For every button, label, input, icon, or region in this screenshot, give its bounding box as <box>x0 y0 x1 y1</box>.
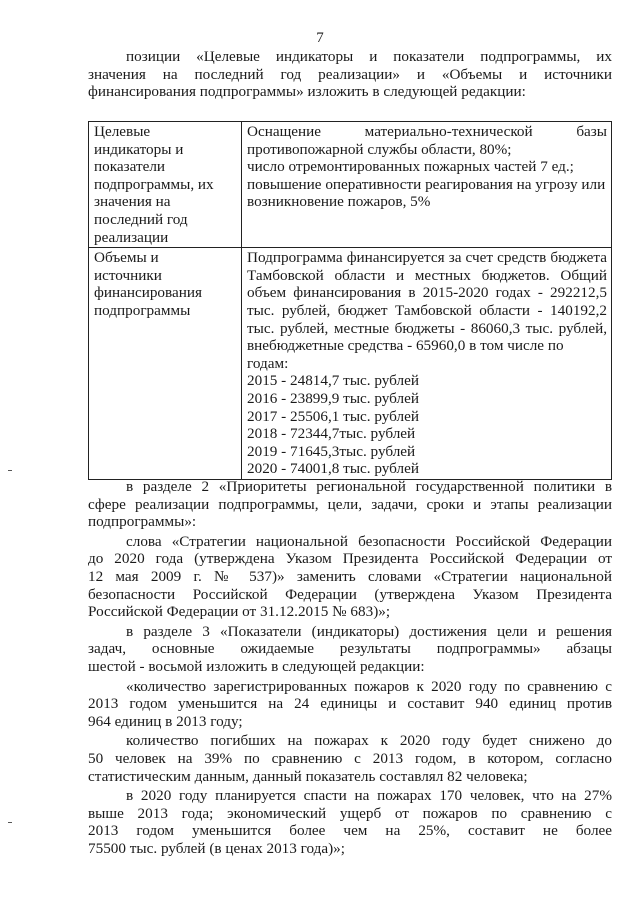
cell-line: Подпрограмма финансируется за счет средств бюджета <box>247 249 607 267</box>
cell-line: подпрограммы, их <box>94 175 214 193</box>
scan-margin-mark <box>8 822 12 823</box>
cell-line: 2019 - 71645,3тыс. рублей <box>247 442 416 460</box>
cell-line: число отремонтированных пожарных частей 7 ед.; <box>247 158 574 176</box>
table-row-indicators <box>89 122 612 248</box>
text-line: выше 2013 года; экономический ущерб от пожаров по сравнению с <box>88 804 612 822</box>
cell-line: 2015 - 24814,7 тыс. рублей <box>247 372 419 390</box>
text-line: количество погибших на пожарах к 2020 году будет снижено до <box>126 732 612 750</box>
cell-line: значения на <box>94 193 171 211</box>
text-line: 2013 годом уменьшится на 24 единицы и составит 940 единиц против <box>88 695 612 713</box>
cell-line: реализации <box>94 228 169 246</box>
page-number: 7 <box>316 30 324 46</box>
cell-line: 2017 - 25506,1 тыс. рублей <box>247 407 419 425</box>
text-line: «количество зарегистрированных пожаров к 2020 году по сравнению с <box>126 677 612 695</box>
cell-line: Объемы и <box>94 249 159 267</box>
text-line: безопасности Российской Федерации (утверждена Указом Президента <box>88 585 612 603</box>
cell-line: 2018 - 72344,7тыс. рублей <box>247 425 416 443</box>
text-line: 75500 тыс. рублей (в ценах 2013 года)»; <box>88 839 345 857</box>
cell-line: тыс. рублей, бюджет Тамбовской области - 140192,2 <box>247 301 607 319</box>
passport-table <box>88 121 612 480</box>
cell-line: источники <box>94 266 162 284</box>
text-line: шестой - восьмой изложить в следующей редакции: <box>88 657 425 675</box>
row-value-cell <box>242 248 612 480</box>
cell-line: Оснащение материально-технической базы <box>247 123 607 140</box>
text-line: в разделе 3 «Показатели (индикаторы) достижения цели и решения <box>126 622 612 640</box>
text-line: 964 единиц в 2013 году; <box>88 712 243 730</box>
row-label-cell <box>89 248 242 480</box>
cell-line: 2020 - 74001,8 тыс. рублей <box>247 460 419 478</box>
text-line: 50 человек на 39% по сравнению с 2013 годом, в котором, согласно <box>88 749 612 767</box>
text-line: задач, основные ожидаемые результаты подпрограммы» абзацы <box>88 640 612 658</box>
text-line: в разделе 2 «Приоритеты региональной государственной политики в <box>126 478 612 495</box>
text-line: Российской Федерации от 31.12.2015 № 683)»; <box>88 603 391 621</box>
cell-line: противопожарной службы области, 80%; <box>247 140 512 158</box>
cell-line: тыс. рублей, местные бюджеты - 86060,3 тыс. рублей, <box>247 319 607 337</box>
table-row-financing <box>89 248 612 480</box>
text-line: 12 мая 2009 г. № 537)» заменить словами «Стратегии национальной <box>88 567 612 585</box>
text-line: значения на последний год реализации» и «Объемы и источники <box>88 65 612 83</box>
intro-paragraph <box>88 48 612 101</box>
cell-line: объем финансирования в 2015-2020 годах - 292212,5 <box>247 284 607 302</box>
cell-line: повышение оперативности реагирования на угрозу или <box>247 175 606 193</box>
text-line: финансирования подпрограммы» изложить в следующей редакции: <box>88 83 526 101</box>
row-label-cell <box>89 122 242 248</box>
body-text <box>88 478 612 857</box>
cell-line: Целевые <box>94 123 151 140</box>
cell-line: показатели <box>94 158 166 176</box>
cell-line: возникновение пожаров, 5% <box>247 193 431 211</box>
row-value-cell <box>242 122 612 248</box>
cell-line: Тамбовской области и местных бюджетов. Общий <box>247 266 607 284</box>
scan-margin-mark <box>8 470 12 471</box>
cell-line: подпрограммы <box>94 301 191 319</box>
text-line: слова «Стратегии национальной безопасности Российской Федерации <box>126 532 612 550</box>
text-line: сфере реализации подпрограммы, цели, задачи, сроки и этапы реализации <box>88 495 612 513</box>
text-line: в 2020 году планируется спасти на пожарах 170 человек, что на 27% <box>126 787 612 805</box>
cell-line: финансирования <box>94 284 202 302</box>
cell-line: 2016 - 23899,9 тыс. рублей <box>247 389 419 407</box>
text-line: 2013 годом уменьшится более чем на 25%, составит не более <box>88 822 612 840</box>
text-line: статистическим данным, данный показатель составлял 82 человека; <box>88 767 528 785</box>
cell-line: внебюджетные средства - 65960,0 в том числе по годам: <box>247 337 564 372</box>
cell-line: последний год <box>94 210 188 228</box>
cell-line: индикаторы и <box>94 140 184 158</box>
text-line: позиции «Целевые индикаторы и показатели подпрограммы, их <box>126 48 612 65</box>
text-line: до 2020 года (утверждена Указом Президента Российской Федерации от <box>88 550 612 568</box>
text-line: подпрограммы»: <box>88 513 197 531</box>
